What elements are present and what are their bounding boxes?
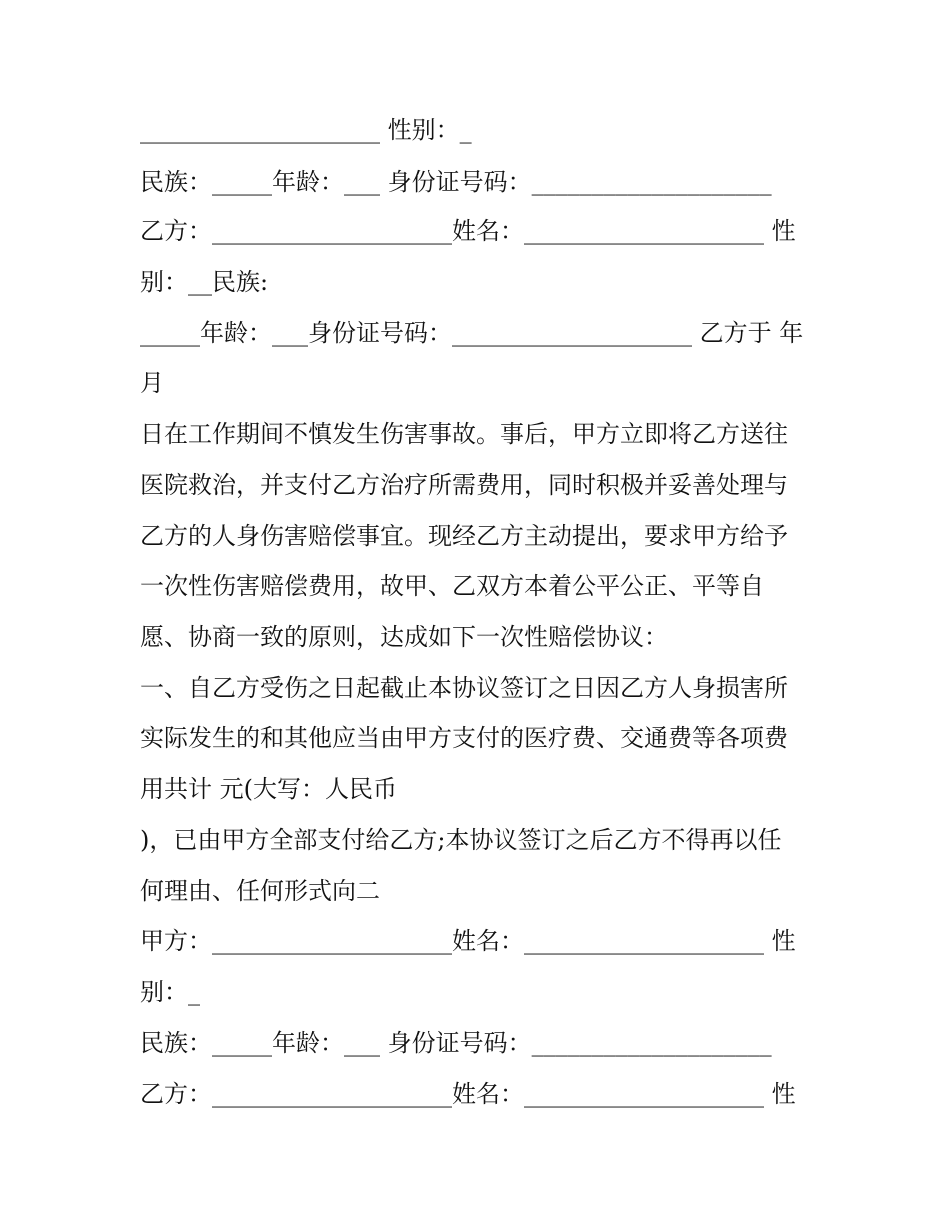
text-line: 用共计 元(大写：人民币 xyxy=(140,775,397,803)
text-line: 乙方：____________________姓名：____________________ 性 xyxy=(140,217,796,245)
text-line: 别：_ xyxy=(140,978,200,1006)
text-line: _____年龄：___身份证号码：____________________ 乙方于 年 xyxy=(140,319,804,347)
text-line: ____________________ 性别：_ xyxy=(140,116,472,144)
text-line: 医院救治，并支付乙方治疗所需费用，同时积极并妥善处理与 xyxy=(140,471,788,499)
text-line: 月 xyxy=(140,369,164,397)
text-line: 甲方：____________________姓名：____________________ 性 xyxy=(140,927,796,955)
text-line: 乙方：____________________姓名：____________________ 性 xyxy=(140,1080,796,1108)
text-line: )，已由甲方全部支付给乙方;本协议签订之后乙方不得再以任 xyxy=(140,826,782,854)
text-line: 别：__民族: xyxy=(140,268,269,296)
text-line: 实际发生的和其他应当由甲方支付的医疗费、交通费等各项费 xyxy=(140,724,788,752)
text-line: 愿、协商一致的原则，达成如下一次性赔偿协议： xyxy=(140,623,668,651)
text-line: 乙方的人身伤害赔偿事宜。现经乙方主动提出，要求甲方给予 xyxy=(140,522,788,550)
text-line: 民族：_____年龄：___ 身份证号码：____________________ xyxy=(140,168,772,196)
text-line: 一、自乙方受伤之日起截止本协议签订之日因乙方人身损害所 xyxy=(140,674,788,702)
text-line: 一次性伤害赔偿费用，故甲、乙双方本着公平公正、平等自 xyxy=(140,572,764,600)
text-line: 日在工作期间不慎发生伤害事故。事后，甲方立即将乙方送往 xyxy=(140,420,788,448)
text-line: 民族：_____年龄：___ 身份证号码：____________________ xyxy=(140,1029,772,1057)
text-line: 何理由、任何形式向二 xyxy=(140,877,380,905)
